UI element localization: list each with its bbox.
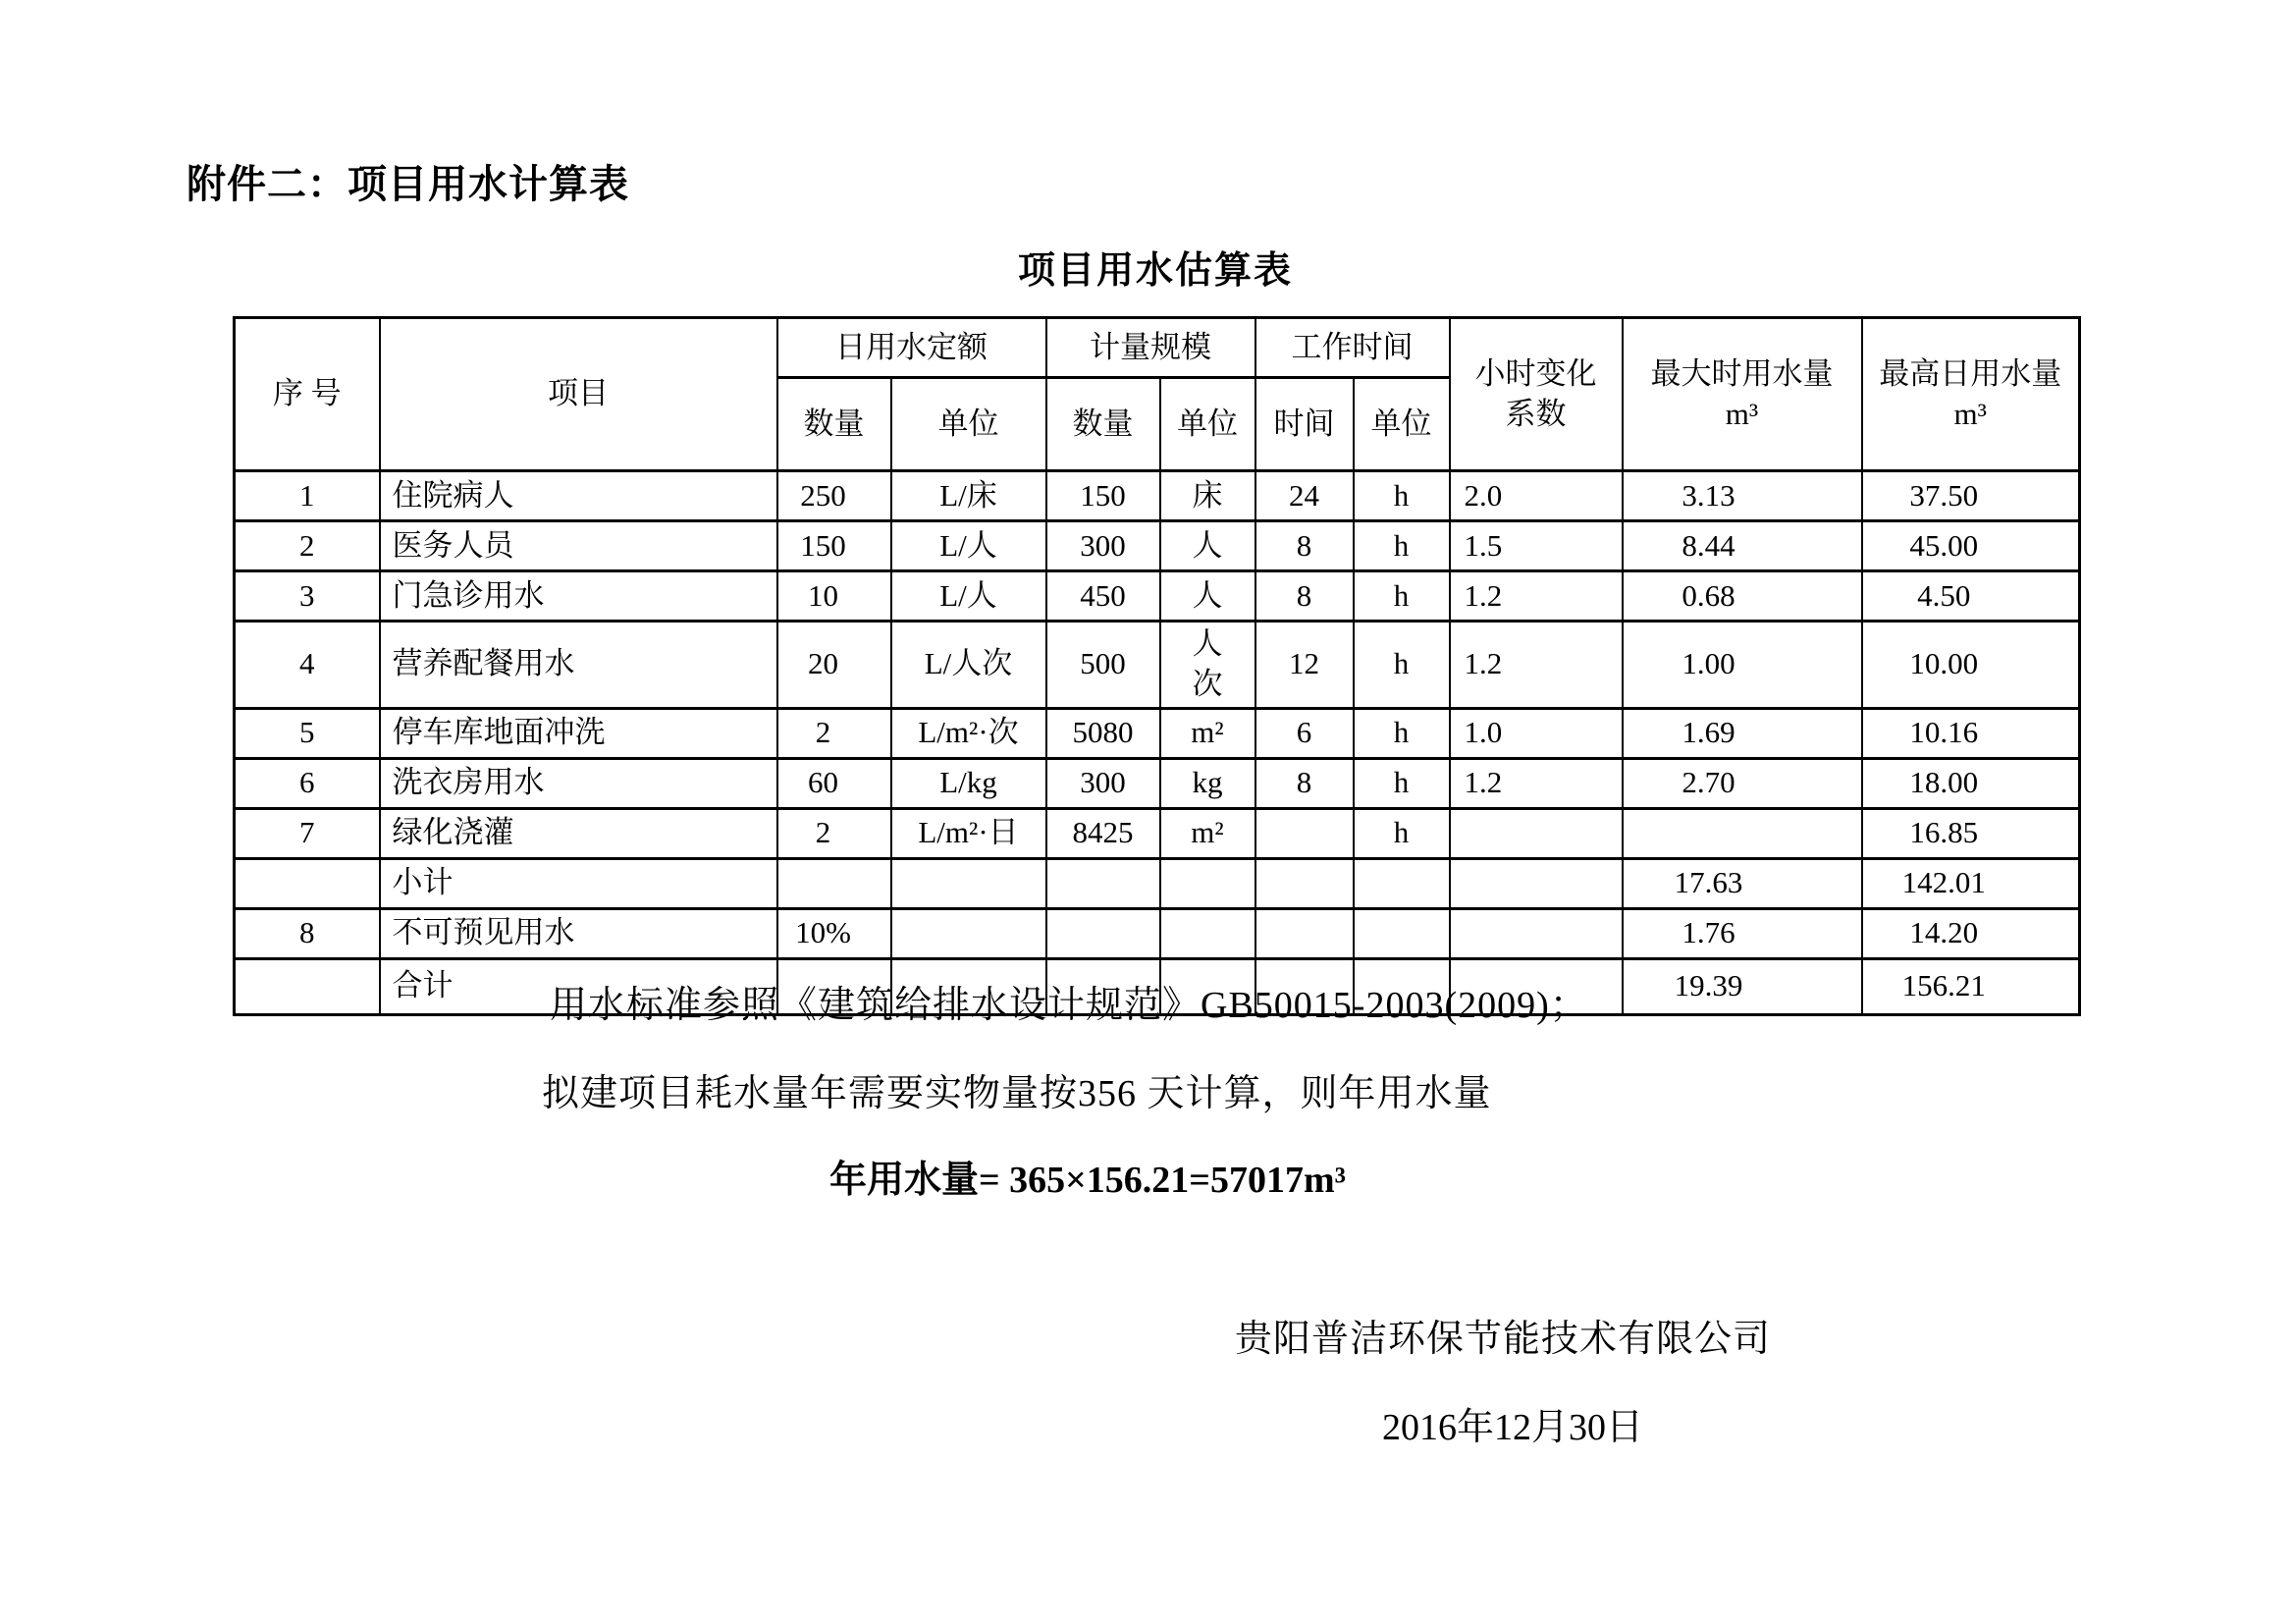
table-cell: h	[1354, 622, 1450, 709]
table-row	[235, 808, 2080, 858]
table-row	[235, 758, 2080, 808]
table-cell: 2	[777, 808, 891, 858]
table-cell: h	[1354, 521, 1450, 571]
table-cell: 3	[235, 571, 380, 622]
table-cell	[891, 908, 1046, 958]
table-cell: 不可预见用水	[380, 908, 777, 958]
attachment-heading: 附件二：项目用水计算表	[187, 162, 629, 206]
table-cell	[1046, 858, 1160, 908]
table-cell: 142.01	[1862, 858, 2080, 908]
table-cell: 2.70	[1623, 758, 1862, 808]
table-cell	[1255, 908, 1354, 958]
header-time: 时间	[1255, 378, 1354, 471]
table-cell: 20	[777, 622, 891, 709]
table-cell: 3.13	[1623, 471, 1862, 521]
table-cell: 8.44	[1623, 521, 1862, 571]
table-row	[235, 908, 2080, 958]
table-title: 项目用水估算表	[1017, 250, 1293, 292]
table-cell: 8	[1255, 571, 1354, 622]
table-cell: L/床	[891, 471, 1046, 521]
table-cell: 1.2	[1450, 622, 1623, 709]
table-cell: 停车库地面冲洗	[380, 708, 777, 758]
table-cell: 1.00	[1623, 622, 1862, 709]
table-cell: 6	[1255, 708, 1354, 758]
table-cell: L/人次	[891, 622, 1046, 709]
table-cell: 10	[777, 571, 891, 622]
table-cell: 8	[1255, 758, 1354, 808]
header-group-row	[235, 318, 2080, 378]
table-cell: 1	[235, 471, 380, 521]
table-cell: 8425	[1046, 808, 1160, 858]
table-cell	[1450, 858, 1623, 908]
table-cell: L/kg	[891, 758, 1046, 808]
table-cell: 150	[1046, 471, 1160, 521]
table-cell: 0.68	[1623, 571, 1862, 622]
table-cell: 150	[777, 521, 891, 571]
table-cell	[1354, 908, 1450, 958]
header-quota-unit: 单位	[891, 378, 1046, 471]
company-name: 贵阳普洁环保节能技术有限公司	[1235, 1319, 1772, 1360]
table-cell	[1160, 908, 1255, 958]
table-cell: h	[1354, 758, 1450, 808]
table-cell: 5080	[1046, 708, 1160, 758]
header-measure-scale: 计量规模	[1046, 318, 1255, 378]
table-header	[235, 318, 2080, 471]
table-cell: 300	[1046, 521, 1160, 571]
table-cell: 门急诊用水	[380, 571, 777, 622]
table-row	[235, 622, 2080, 709]
table-cell	[1160, 858, 1255, 908]
table-cell	[777, 858, 891, 908]
table-cell	[1450, 908, 1623, 958]
table-row	[235, 521, 2080, 571]
header-hourly-coefficient: 小时变化 系数	[1450, 318, 1623, 471]
table-cell: 1.5	[1450, 521, 1623, 571]
table-cell: 10.00	[1862, 622, 2080, 709]
table-cell: 250	[777, 471, 891, 521]
table-cell: 小计	[380, 858, 777, 908]
header-seq: 序 号	[235, 318, 380, 471]
document-date: 2016年12月30日	[1382, 1407, 1644, 1448]
table-row	[235, 471, 2080, 521]
table-cell: 2	[777, 708, 891, 758]
header-item: 项目	[380, 318, 777, 471]
table-cell: 17.63	[1623, 858, 1862, 908]
table-cell: 4.50	[1862, 571, 2080, 622]
note-annual-basis: 拟建项目耗水量年需要实物量按356 天计算，则年用水量	[542, 1073, 1492, 1114]
table-cell: 37.50	[1862, 471, 2080, 521]
table-cell: h	[1354, 471, 1450, 521]
table-cell	[891, 858, 1046, 908]
table-cell: 1.69	[1623, 708, 1862, 758]
table-cell: 2.0	[1450, 471, 1623, 521]
table-cell: 8	[1255, 521, 1354, 571]
table-cell: 10%	[777, 908, 891, 958]
table-body	[235, 471, 2080, 1015]
table-cell: 1.2	[1450, 571, 1623, 622]
table-cell: m²	[1160, 808, 1255, 858]
table-cell: 18.00	[1862, 758, 2080, 808]
table-cell: 14.20	[1862, 908, 2080, 958]
table-cell: 1.0	[1450, 708, 1623, 758]
table-cell	[1450, 808, 1623, 858]
table-cell: 500	[1046, 622, 1160, 709]
table-cell: m²	[1160, 708, 1255, 758]
header-scale-unit: 单位	[1160, 378, 1255, 471]
table-cell: 1.2	[1450, 758, 1623, 808]
header-quota-qty: 数量	[777, 378, 891, 471]
table-cell: L/m²·次	[891, 708, 1046, 758]
note-water-standard: 用水标准参照《建筑给排水设计规范》GB50015-2003(2009)；	[550, 985, 1588, 1026]
table-cell: 300	[1046, 758, 1160, 808]
header-scale-qty: 数量	[1046, 378, 1160, 471]
table-cell: 床	[1160, 471, 1255, 521]
table-cell: L/m²·日	[891, 808, 1046, 858]
water-usage-table	[233, 316, 2081, 1016]
table-cell: 医务人员	[380, 521, 777, 571]
table-cell: 合计	[380, 958, 777, 1014]
table-row	[235, 858, 2080, 908]
header-max-hourly-usage: 最大时用水量 m³	[1623, 318, 1862, 471]
table-cell: 2	[235, 521, 380, 571]
table-cell: kg	[1160, 758, 1255, 808]
table-cell: 人	[1160, 571, 1255, 622]
header-time-unit: 单位	[1354, 378, 1450, 471]
table-cell: 10.16	[1862, 708, 2080, 758]
table-cell: 12	[1255, 622, 1354, 709]
table-cell	[1623, 808, 1862, 858]
table-cell: h	[1354, 808, 1450, 858]
table-cell	[235, 958, 380, 1014]
header-max-daily-usage: 最高日用水量 m³	[1862, 318, 2080, 471]
table-cell: 156.21	[1862, 958, 2080, 1014]
table-cell: 60	[777, 758, 891, 808]
table-cell: 4	[235, 622, 380, 709]
table-cell	[1354, 858, 1450, 908]
table-cell: L/人	[891, 521, 1046, 571]
table-cell: 5	[235, 708, 380, 758]
table-cell: 7	[235, 808, 380, 858]
table-cell: 8	[235, 908, 380, 958]
table-cell: 洗衣房用水	[380, 758, 777, 808]
table-cell: 营养配餐用水	[380, 622, 777, 709]
table-cell: 19.39	[1623, 958, 1862, 1014]
table-row	[235, 571, 2080, 622]
table-cell: 住院病人	[380, 471, 777, 521]
table-cell	[1046, 908, 1160, 958]
annual-usage-formula: 年用水量= 365×156.21=57017m³	[829, 1160, 1347, 1201]
table-cell: 16.85	[1862, 808, 2080, 858]
table-cell: 绿化浇灌	[380, 808, 777, 858]
table-cell: 450	[1046, 571, 1160, 622]
table-row	[235, 708, 2080, 758]
table-cell: h	[1354, 708, 1450, 758]
table-cell: 24	[1255, 471, 1354, 521]
table-cell: 人 次	[1160, 622, 1255, 709]
table-cell: h	[1354, 571, 1450, 622]
header-daily-quota: 日用水定额	[777, 318, 1046, 378]
table-cell: L/人	[891, 571, 1046, 622]
table-cell: 1.76	[1623, 908, 1862, 958]
table-cell	[1255, 808, 1354, 858]
table-cell	[1255, 858, 1354, 908]
header-work-time: 工作时间	[1255, 318, 1450, 378]
table-cell	[235, 858, 380, 908]
table-cell: 6	[235, 758, 380, 808]
table-cell: 45.00	[1862, 521, 2080, 571]
table-cell: 人	[1160, 521, 1255, 571]
